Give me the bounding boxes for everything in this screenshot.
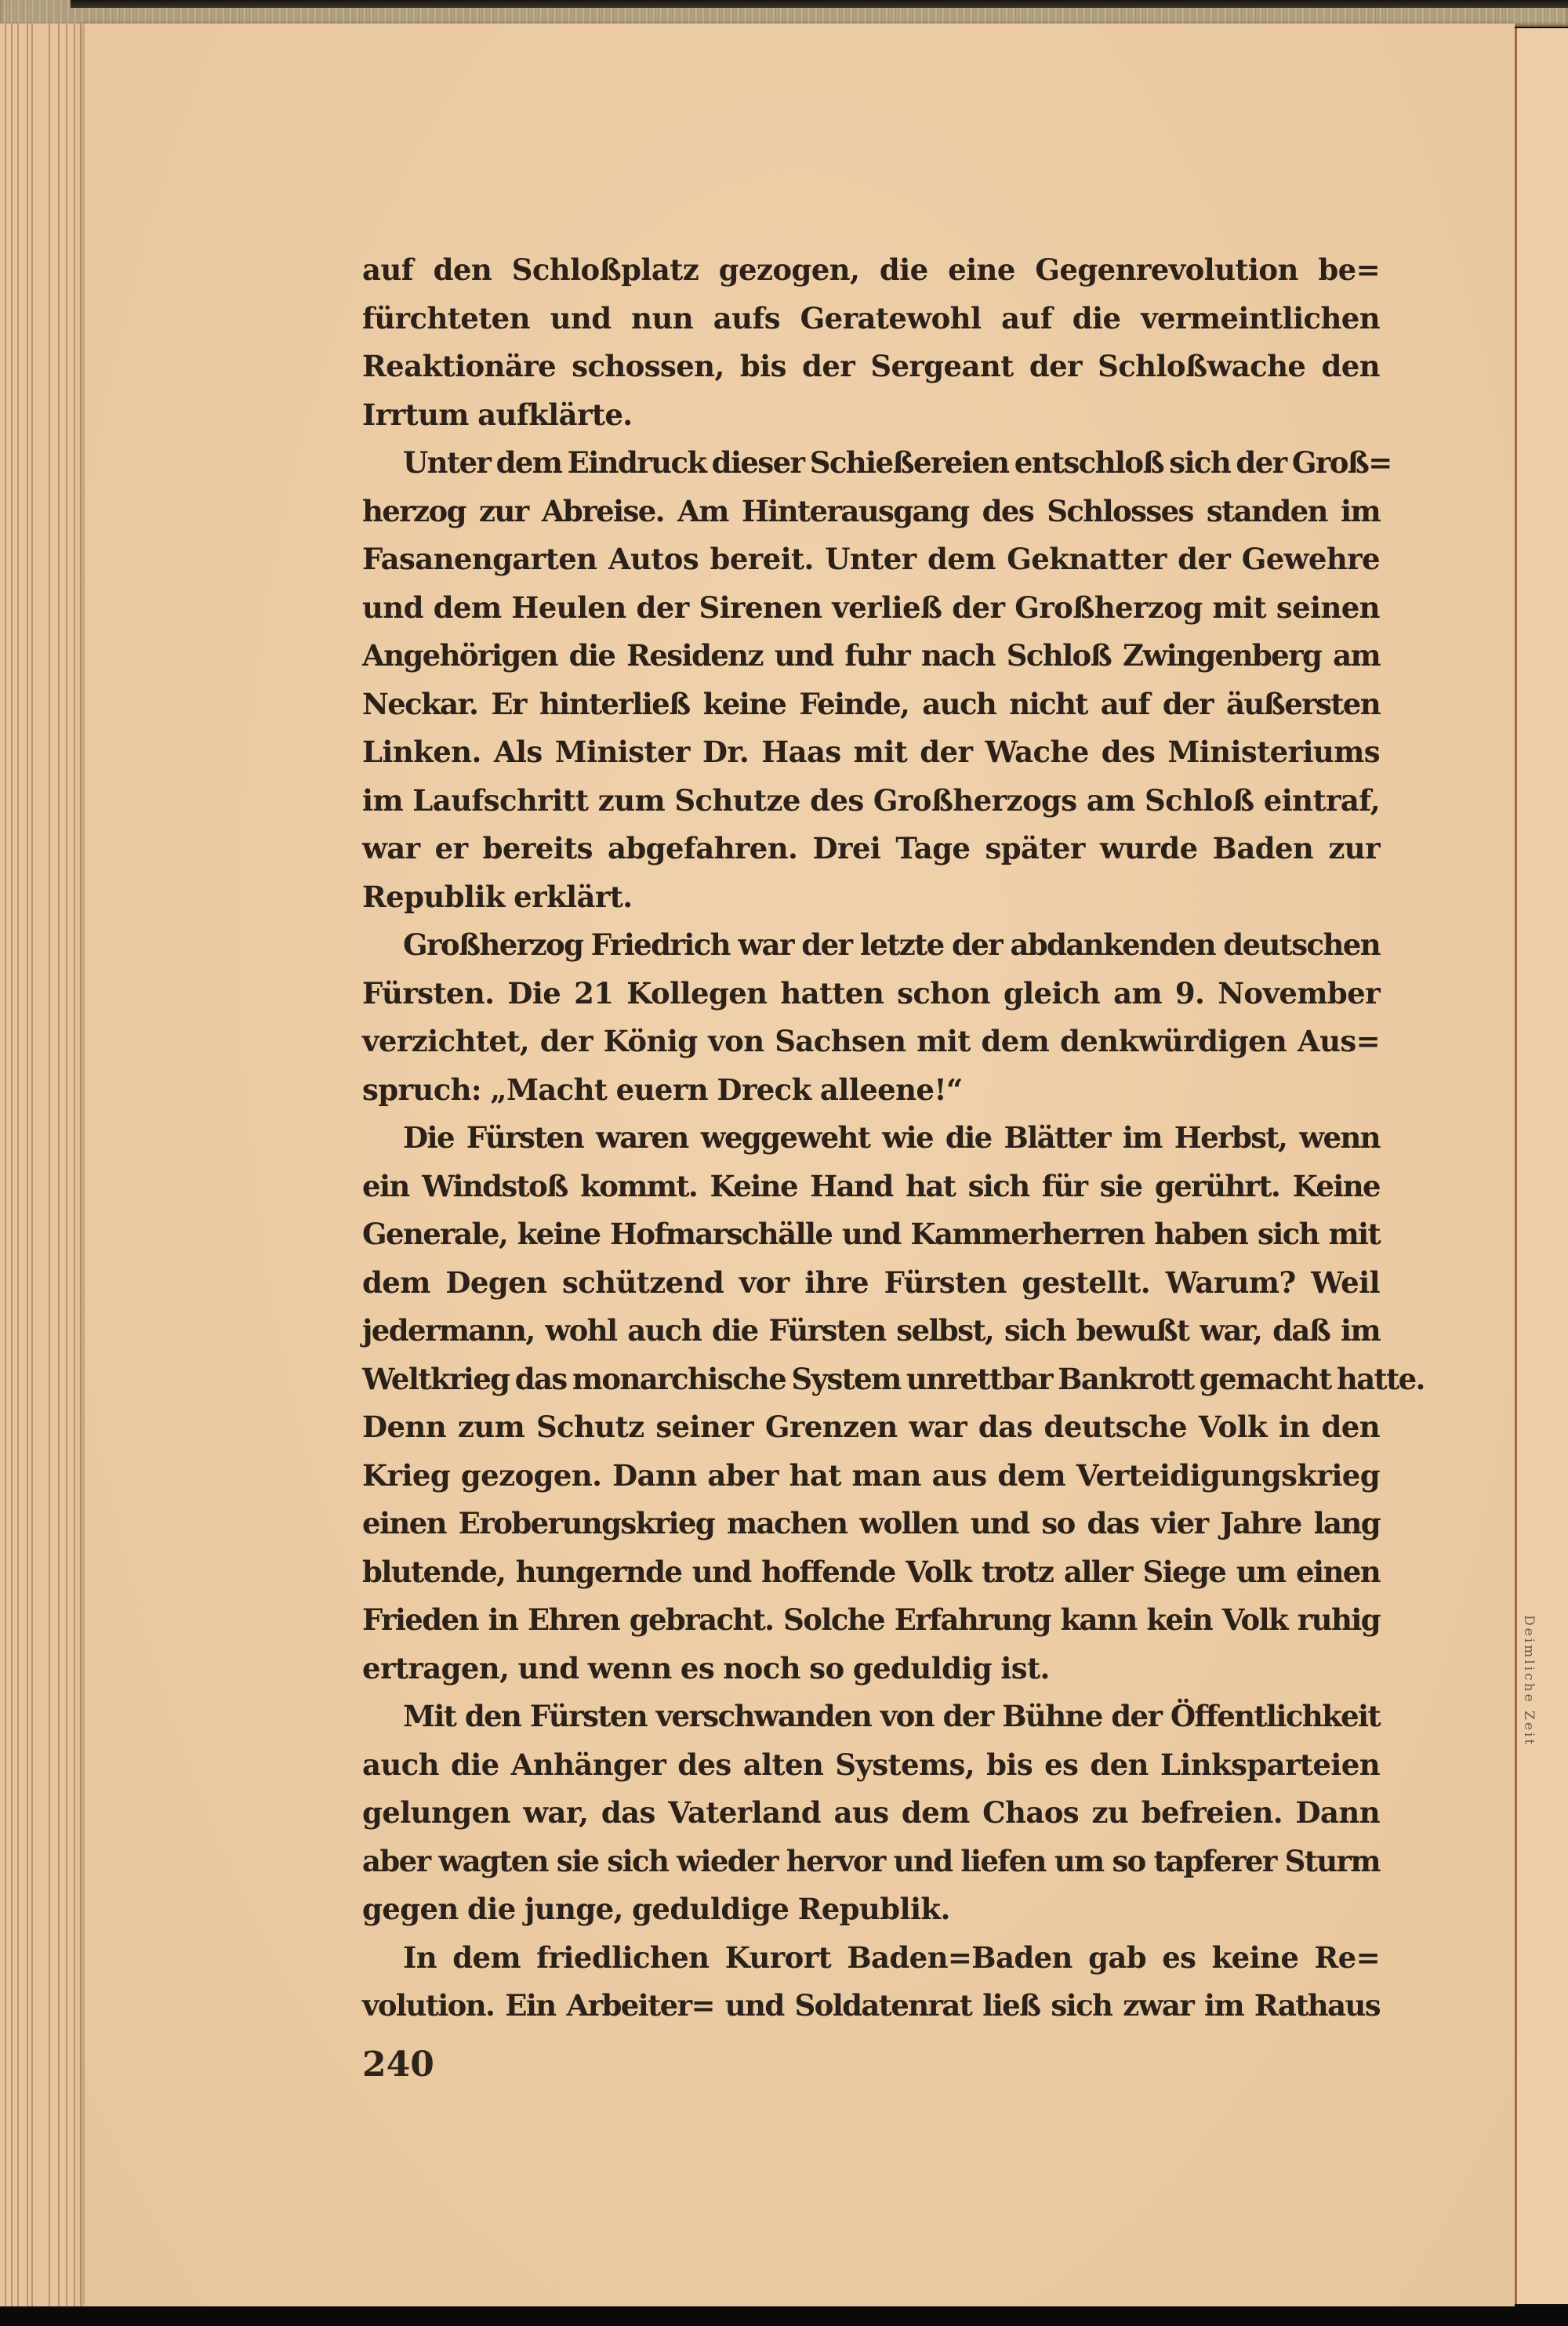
text-line: Fürsten. Die 21 Kollegen hatten schon gleich am 9. November	[362, 975, 1380, 1011]
page-edge-line	[66, 24, 67, 2306]
text-line: herzog zur Abreise. Am Hinterausgang des Schlosses standen im	[362, 493, 1380, 528]
text-line: Generale, keine Hofmarschälle und Kammerherren haben sich mit	[362, 1217, 1380, 1251]
page-edge-line	[17, 24, 19, 2306]
paragraph	[362, 1693, 1380, 1934]
paragraph	[362, 1114, 1425, 1693]
binding-shadow	[71, 0, 1568, 8]
paragraph	[362, 1934, 1380, 2030]
page-edge-line	[27, 24, 28, 2306]
text-line: volution. Ein Arbeiter= und Soldatenrat ließ sich zwar im Rathaus	[362, 1988, 1380, 2023]
spine-edge-lettering: Deimliche Zeit	[1521, 1615, 1537, 1747]
paragraph	[362, 439, 1392, 921]
text-line: spruch: „Macht euern Dreck alleene!“	[362, 1072, 963, 1107]
text-line: jedermann, wohl auch die Fürsten selbst, sich bewußt war, daß im	[362, 1313, 1380, 1348]
text-line: In dem friedlichen Kurort Baden=Baden gab es keine Re=	[403, 1940, 1380, 1975]
page-edge-line	[49, 24, 50, 2306]
text-line: fürchteten und nun aufs Geratewohl auf die vermeintlichen	[362, 300, 1380, 336]
paragraph	[362, 246, 1380, 439]
page-edge-line	[11, 24, 13, 2306]
text-line: Republik erklärt.	[362, 879, 633, 914]
text-line: war er bereits abgefahren. Drei Tage später wurde Baden zur	[362, 831, 1380, 865]
page-stack-edges	[0, 24, 88, 2306]
text-line: Unter dem Eindruck dieser Schießereien entschloß sich der Groß=	[403, 445, 1392, 480]
text-line: einen Eroberungskrieg machen wollen und so das vier Jahre lang	[362, 1506, 1380, 1540]
text-line: Irrtum aufklärte.	[362, 397, 633, 432]
page-number: 240	[362, 2045, 434, 2085]
page-edge-line	[31, 24, 33, 2306]
text-line: gegen die junge, geduldige Republik.	[362, 1892, 950, 1926]
text-line: ein Windstoß kommt. Keine Hand hat sich für sie gerührt. Keine	[362, 1168, 1380, 1203]
text-line: verzichtet, der König von Sachsen mit dem denkwürdigen Aus=	[362, 1024, 1380, 1058]
text-line: Neckar. Er hinterließ keine Feinde, auch nicht auf der äußersten	[362, 686, 1380, 721]
page-edge-line	[58, 24, 60, 2306]
text-line: Denn zum Schutz seiner Grenzen war das deutsche Volk in den	[362, 1410, 1380, 1444]
text-line: Großherzog Friedrich war der letzte der abdankenden deutschen	[403, 927, 1380, 962]
text-line: Reaktionäre schossen, bis der Sergeant der Schloßwache den	[362, 349, 1380, 383]
text-line: dem Degen schützend vor ihre Fürsten gestellt. Warum? Weil	[362, 1265, 1380, 1300]
text-line: Mit den Fürsten verschwanden von der Bühne der Öffentlichkeit	[403, 1699, 1380, 1733]
text-line: aber wagten sie sich wieder hervor und liefen um so tapferer Sturm	[362, 1843, 1380, 1878]
text-line: Angehörigen die Residenz und fuhr nach Schloß Zwingenberg am	[362, 638, 1380, 673]
text-line: auch die Anhänger des alten Systems, bis es den Linksparteien	[362, 1747, 1380, 1782]
text-line: Die Fürsten waren weggeweht wie die Blätter im Herbst, wenn	[403, 1120, 1380, 1155]
text-line: und dem Heulen der Sirenen verließ der Großherzog mit seinen	[362, 590, 1380, 625]
page-edge-line	[5, 24, 6, 2306]
paragraph	[362, 921, 1380, 1114]
scan-bottom-edge	[0, 2306, 1568, 2326]
text-line: Frieden in Ehren gebracht. Solche Erfahrung kann kein Volk ruhig	[362, 1602, 1380, 1637]
text-line: Linken. Als Minister Dr. Haas mit der Wache des Ministeriums	[362, 735, 1380, 769]
text-line: im Laufschritt zum Schutze des Großherzogs am Schloß eintraf,	[362, 782, 1380, 818]
text-line: blutende, hungernde und hoffende Volk trotz aller Siege um einen	[362, 1554, 1380, 1589]
body-text	[362, 246, 1425, 2030]
text-line: Fasanengarten Autos bereit. Unter dem Geknatter der Gewehre	[362, 542, 1380, 576]
text-line: Weltkrieg das monarchische System unrettbar Bankrott gemacht hatte.	[362, 1361, 1425, 1396]
page-edge-line	[80, 24, 82, 2306]
text-line: gelungen war, das Vaterland aus dem Chaos zu befreien. Dann	[362, 1795, 1380, 1830]
text-line: Krieg gezogen. Dann aber hat man aus dem Verteidigungskrieg	[362, 1457, 1380, 1493]
next-leaf-edge	[1515, 28, 1568, 2304]
text-line: ertragen, und wenn es noch so geduldig ist.	[362, 1650, 1050, 1686]
page-edge-line	[74, 24, 75, 2306]
text-line: auf den Schloßplatz gezogen, die eine Gegenrevolution be=	[362, 252, 1380, 287]
